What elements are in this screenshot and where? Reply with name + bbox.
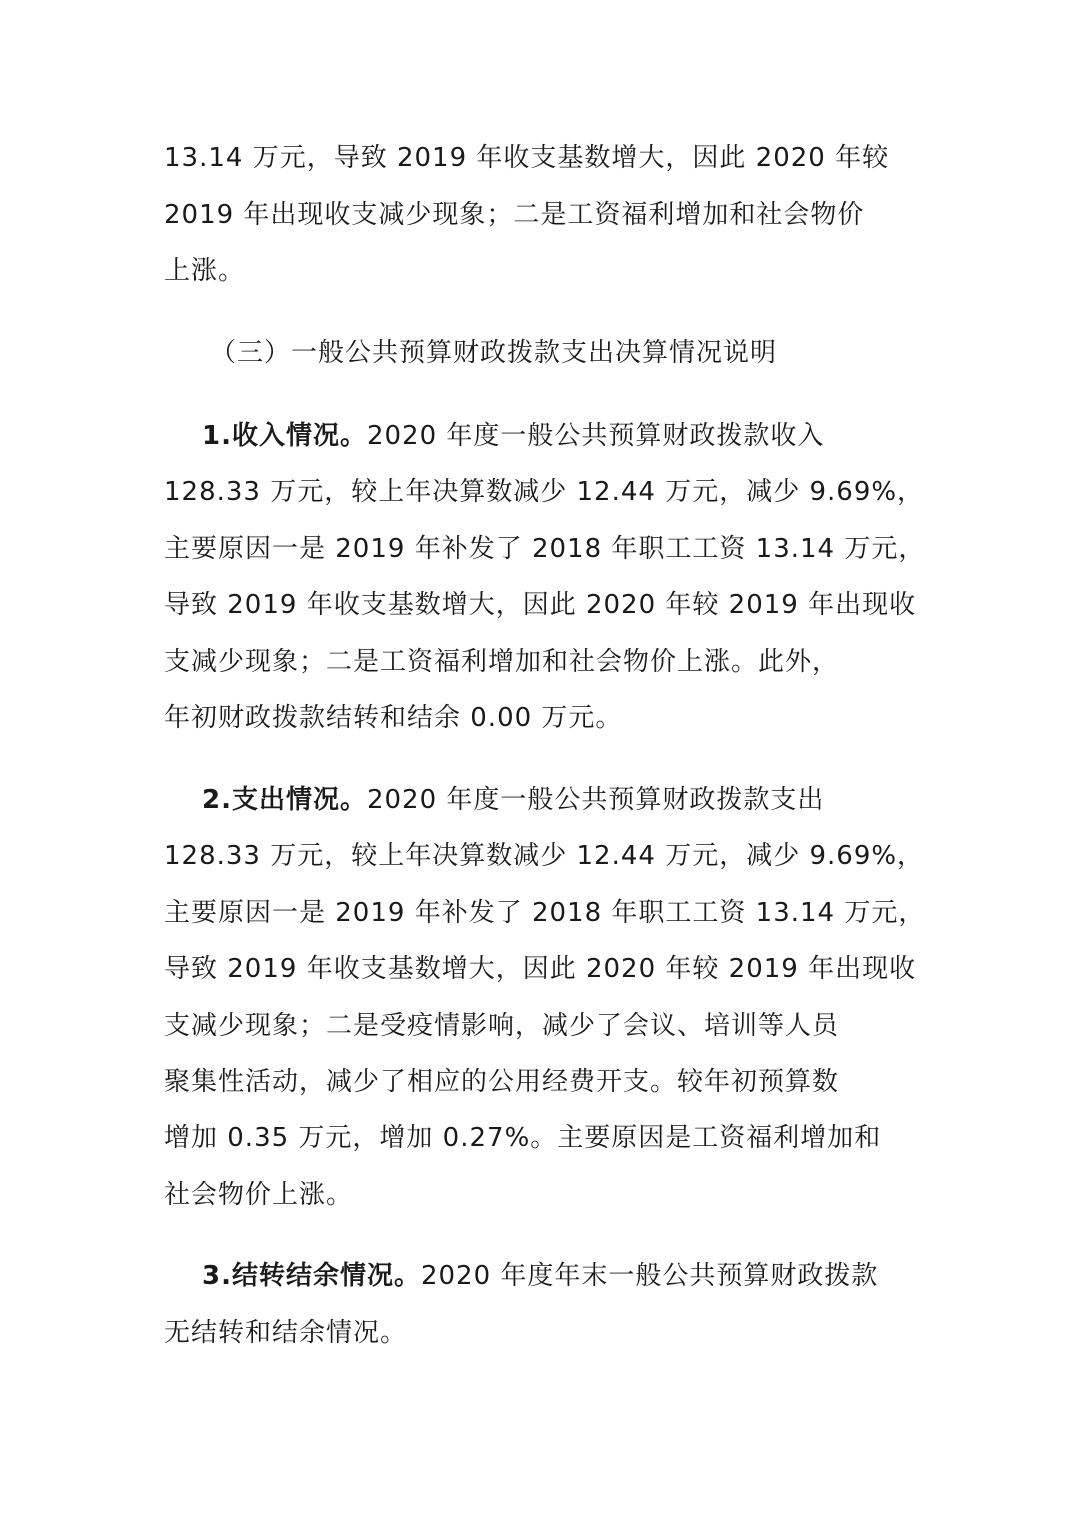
paragraph-line: 无结转和结余情况。	[164, 1318, 408, 1348]
paragraph-line: 13.14 万元，导致 2019 年收支基数增大，因此 2020 年较	[164, 143, 890, 173]
paragraph-line: 导致 2019 年收支基数增大，因此 2020 年较 2019 年出现收	[164, 590, 917, 620]
income-first-text: 2020 年度一般公共预算财政拨款收入	[366, 421, 825, 451]
paragraph-line: 128.33 万元，较上年决算数减少 12.44 万元，减少 9.69%，	[164, 841, 925, 871]
paragraph-line: 支减少现象；二是受疫情影响，减少了会议、培训等人员	[164, 1011, 840, 1041]
paragraph-line: 聚集性活动，减少了相应的公用经费开支。较年初预算数	[164, 1067, 840, 1097]
carryover-label: 3.结转结余情况。	[202, 1261, 421, 1291]
paragraph-line: 主要原因一是 2019 年补发了 2018 年职工工资 13.14 万元，	[164, 534, 926, 564]
paragraph-line: 上涨。	[164, 256, 246, 286]
expenditure-first-line	[202, 783, 824, 817]
section-heading: （三）一般公共预算财政拨款支出决算情况说明	[210, 338, 778, 368]
paragraph-line: 2019 年出现收支减少现象；二是工资福利增加和社会物价	[164, 200, 865, 230]
paragraph-line: 增加 0.35 万元，增加 0.27%。主要原因是工资福利增加和	[164, 1123, 882, 1153]
carryover-first-line	[202, 1259, 878, 1293]
expenditure-label: 2.支出情况。	[202, 785, 367, 815]
income-first-line	[202, 419, 824, 453]
paragraph-line: 主要原因一是 2019 年补发了 2018 年职工工资 13.14 万元，	[164, 898, 926, 928]
paragraph-line: 年初财政拨款结转和结余 0.00 万元。	[164, 703, 623, 733]
paragraph-line: 社会物价上涨。	[164, 1180, 354, 1210]
income-label: 1.收入情况。	[202, 421, 367, 451]
expenditure-first-text: 2020 年度一般公共预算财政拨款支出	[366, 785, 825, 815]
carryover-first-text: 2020 年度年末一般公共预算财政拨款	[420, 1261, 879, 1291]
paragraph-line: 支减少现象；二是工资福利增加和社会物价上涨。此外，	[164, 647, 840, 677]
paragraph-line: 128.33 万元，较上年决算数减少 12.44 万元，减少 9.69%，	[164, 477, 925, 507]
paragraph-line: 导致 2019 年收支基数增大，因此 2020 年较 2019 年出现收	[164, 954, 917, 984]
